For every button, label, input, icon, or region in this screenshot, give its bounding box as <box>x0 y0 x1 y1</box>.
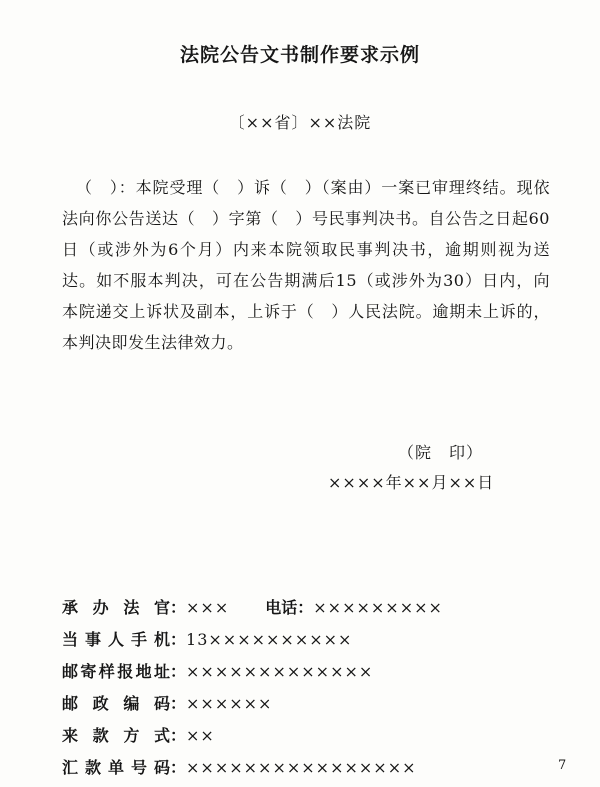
mobile-row: 当事人手机：13×××××××××× <box>62 624 562 656</box>
address-value: ××××××××××××× <box>186 662 374 681</box>
judge-label: 承办法官 <box>62 598 170 617</box>
remit-value: ×××××××××××××××× <box>186 758 417 777</box>
remit-label: 汇款单号码 <box>62 758 170 777</box>
mobile-value: 13×××××××××× <box>186 630 353 649</box>
payment-label: 来款方式 <box>62 726 170 745</box>
payment-value: ×× <box>186 726 215 745</box>
announcement-body <box>62 172 550 358</box>
payment-row: 来款方式：×× <box>62 720 562 752</box>
postcode-value: ×××××× <box>186 694 273 713</box>
judge-row: 承办法官：××× 电话：××××××××× <box>62 592 562 624</box>
contact-info <box>62 592 562 784</box>
document-title: 法院公告文书制作要求示例 <box>179 44 420 66</box>
address-row: 邮寄样报地址：××××××××××××× <box>62 656 562 688</box>
postcode-label: 邮政编码 <box>62 694 170 713</box>
phone-label: 电话： <box>265 598 314 617</box>
mobile-label: 当事人手机 <box>62 630 170 649</box>
announcement-paragraph: （ ）：本院受理（ ）诉（ ）（案由）一案已审理终结。现依法向你公告送达（ ）字第（ ）号民事判决书。自公告之日起60日（或涉外为6个月）内来本院领取民事判决书，逾期则视为送达。如不服本判决，可在公告期满后15（或涉外为30）日内，向本院递交上诉状及副本，上诉于（ ）人民法院。逾期未上诉的，本判决即发生法律效力。 <box>62 178 550 352</box>
remit-row: 汇款单号码：×××××××××××××××× <box>62 752 562 784</box>
court-seal-placeholder: （院 印） <box>398 443 484 462</box>
announcement-date: ××××年××月××日 <box>328 473 495 492</box>
address-label: 邮寄样报地址 <box>62 662 170 681</box>
judge-value: ××× <box>186 598 230 617</box>
postcode-row: 邮政编码：×××××× <box>62 688 562 720</box>
phone-value: ××××××××× <box>313 598 443 617</box>
page-number: 7 <box>558 758 567 773</box>
court-name: 〔××省〕××法院 <box>228 113 372 132</box>
